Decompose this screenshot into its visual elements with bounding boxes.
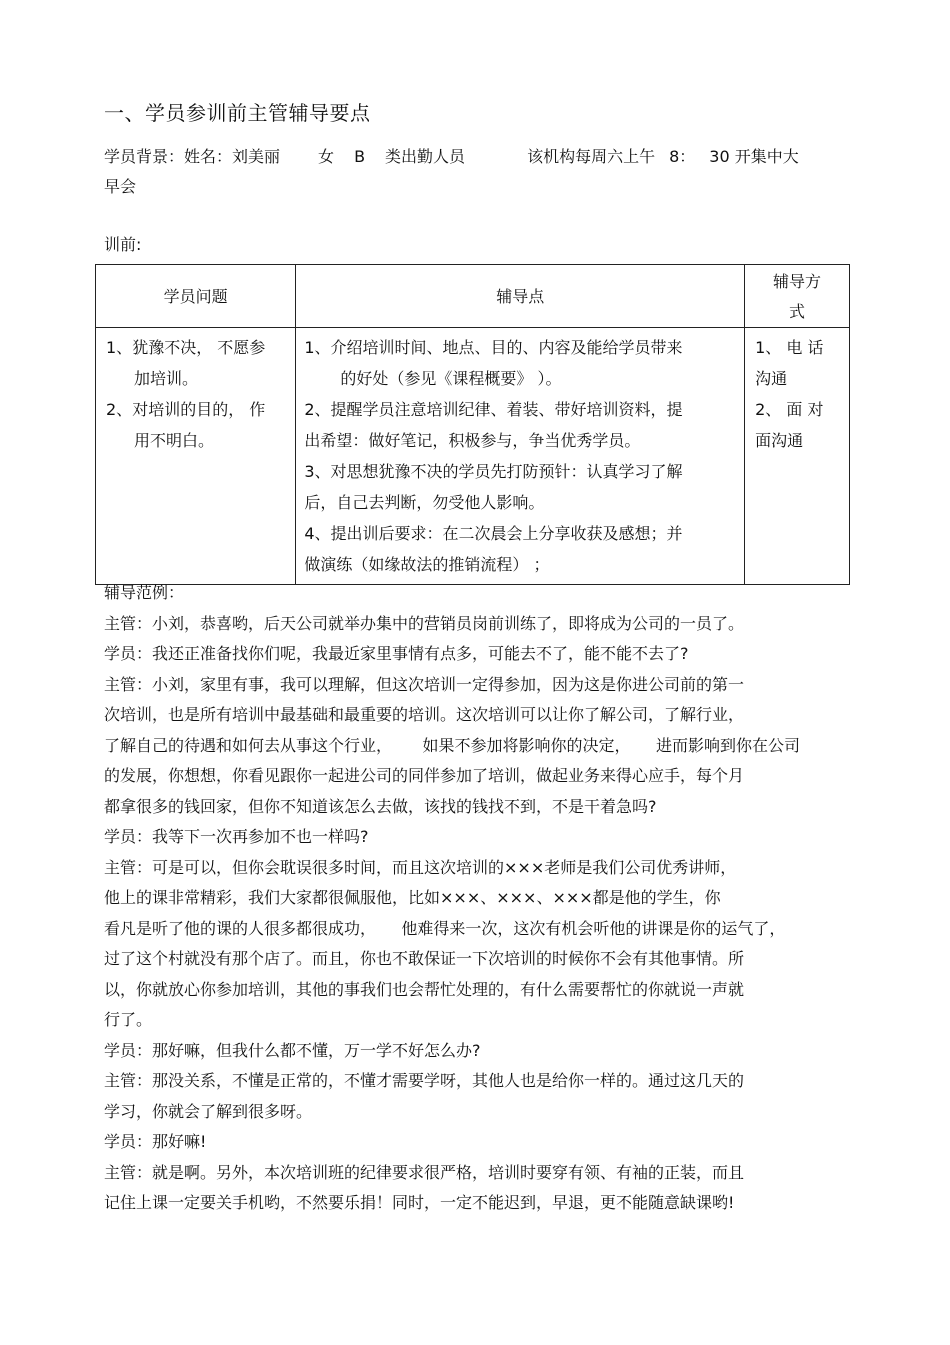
problem-text: 对培训的目的， 作 — [132, 400, 266, 419]
point-item — [304, 394, 736, 456]
name-label: 姓名： — [184, 147, 233, 166]
method-cell — [745, 328, 850, 585]
dialogue-line: 学员：那好嘛，但我什么都不懂，万一学不好怎么办? — [104, 1040, 481, 1060]
trainee-type-letter: B — [354, 147, 366, 166]
coaching-table — [95, 264, 850, 585]
point-item — [304, 518, 736, 580]
dialogue-line: 主管：小刘，家里有事，我可以理解，但这次培训一定得参加，因为这是你进公司前的第一 — [104, 674, 745, 694]
point-text: 3、对思想犹豫不决的学员先打防预针：认真学习了解 — [304, 462, 683, 481]
dialogue-line: 行了。 — [104, 1010, 153, 1029]
dialogue-line: 次培训，也是所有培训中最基础和最重要的培训。这次培训可以让你了解公司，了解行业， — [104, 705, 745, 724]
example-label: 辅导范例： — [104, 583, 185, 602]
header-problems: 学员问题 — [96, 265, 296, 328]
dialogue-line: 了解自己的待遇和如何去从事这个行业， 如果不参加将影响你的决定， 进而影响到你在公司 — [104, 735, 800, 755]
method-text: 2、 面 对 — [755, 400, 824, 419]
dialogue-line: 他上的课非常精彩，我们大家都很佩服他，比如×××、×××、×××都是他的学生，你 — [104, 888, 721, 907]
method-text-cont: 面沟通 — [755, 431, 804, 450]
dialogue-line: 的发展，你想想，你看见跟你一起进公司的同伴参加了培训，做起业务来得心应手，每个月 — [104, 766, 745, 785]
dialogue-line: 主管：那没关系，不懂是正常的，不懂才需要学呀，其他人也是给你一样的。通过这几天的 — [104, 1071, 745, 1090]
problem-item — [106, 332, 289, 394]
problem-text-cont: 加培训。 — [134, 369, 199, 388]
problem-number: 2、 — [106, 400, 133, 419]
point-text: 4、提出训后要求：在二次晨会上分享收获及感想；并 — [304, 524, 683, 543]
header-method-text: 辅导方式 — [773, 272, 822, 321]
table-row — [96, 328, 850, 585]
point-item — [304, 332, 736, 394]
point-text: 1、介绍培训时间、地点、目的、内容及能给学员带来 — [304, 338, 683, 357]
dialogue-line: 主管：小刘，恭喜哟，后天公司就举办集中的营销员岗前训练了，即将成为公司的一员了。 — [104, 613, 745, 633]
dialogue-line: 以，你就放心你参加培训，其他的事我们也会帮忙处理的，有什么需要帮忙的你就说一声就 — [104, 979, 745, 999]
background-label: 学员背景： — [104, 147, 185, 166]
problem-number: 1、 — [106, 338, 133, 357]
dialogue-line: 主管：就是啊。另外，本次培训班的纪律要求很严格，培训时要穿有领、有袖的正装，而且 — [104, 1162, 745, 1182]
point-text-cont: 做演练（如缘故法的推销流程） ； — [304, 555, 550, 574]
dialogue-line: 学员：我等下一次再参加不也一样吗? — [104, 827, 369, 846]
method-item — [755, 332, 843, 394]
problem-item — [106, 394, 289, 456]
problem-text: 犹豫不决， 不愿参 — [132, 338, 266, 357]
page-title: 一、学员参训前主管辅导要点 — [104, 101, 371, 125]
dialogue-line: 学员：我还正准备找你们呢，我最近家里事情有点多，可能去不了，能不能不去了? — [104, 644, 689, 663]
coaching-example — [104, 578, 864, 1219]
method-text: 1、 电 话 — [755, 338, 824, 357]
method-text-cont: 沟通 — [755, 369, 788, 388]
point-text-cont: 出希望：做好笔记，积极参与，争当优秀学员。 — [304, 431, 641, 450]
dialogue-line: 学习，你就会了解到很多呀。 — [104, 1101, 313, 1121]
dialogue-line: 看凡是听了他的课的人很多都很成功， 他难得来一次，这次有机会听他的讲课是你的运气了， — [104, 918, 786, 938]
trainee-background — [104, 142, 864, 202]
meeting-schedule-end: 早会 — [104, 177, 137, 196]
header-points: 辅导点 — [296, 265, 745, 328]
points-cell — [296, 328, 745, 585]
dialogue-line: 主管：可是可以，但你会耽误很多时间，而且这次培训的×××老师是我们公司优秀讲师， — [104, 857, 737, 877]
dialogue-line: 过了这个村就没有那个店了。而且，你也不敢保证一下次培训的时候你不会有其他事情。所 — [104, 949, 745, 968]
table-header-row — [96, 265, 850, 328]
problems-cell — [96, 328, 296, 585]
dialogue-line: 学员：那好嘛! — [104, 1132, 207, 1151]
method-item — [755, 394, 843, 456]
pre-training-label: 训前: — [104, 235, 142, 254]
trainee-gender: 女 — [318, 147, 335, 166]
point-item — [304, 456, 736, 518]
point-text: 2、提醒学员注意培训纪律、着装、带好培训资料，提 — [304, 400, 683, 419]
meeting-time-hour: 8： — [669, 147, 696, 166]
dialogue-line: 都拿很多的钱回家，但你不知道该怎么去做，该找的钱找不到，不是干着急吗? — [104, 796, 657, 816]
meeting-time-rest: 30 开集中大 — [709, 147, 799, 166]
header-method — [745, 265, 850, 328]
problem-text-cont: 用不明白。 — [134, 431, 215, 450]
meeting-schedule: 该机构每周六上午 — [527, 147, 656, 166]
trainee-type-desc: 类出勤人员 — [385, 147, 466, 166]
point-text-cont: 的好处（参见《课程概要》 ）。 — [340, 369, 562, 388]
point-text-cont: 后，自己去判断，勿受他人影响。 — [304, 493, 545, 512]
dialogue-line: 记住上课一定要关手机哟，不然要乐捐！同时，一定不能迟到，早退，更不能随意缺课哟! — [104, 1193, 735, 1212]
trainee-name: 刘美丽 — [232, 147, 281, 166]
